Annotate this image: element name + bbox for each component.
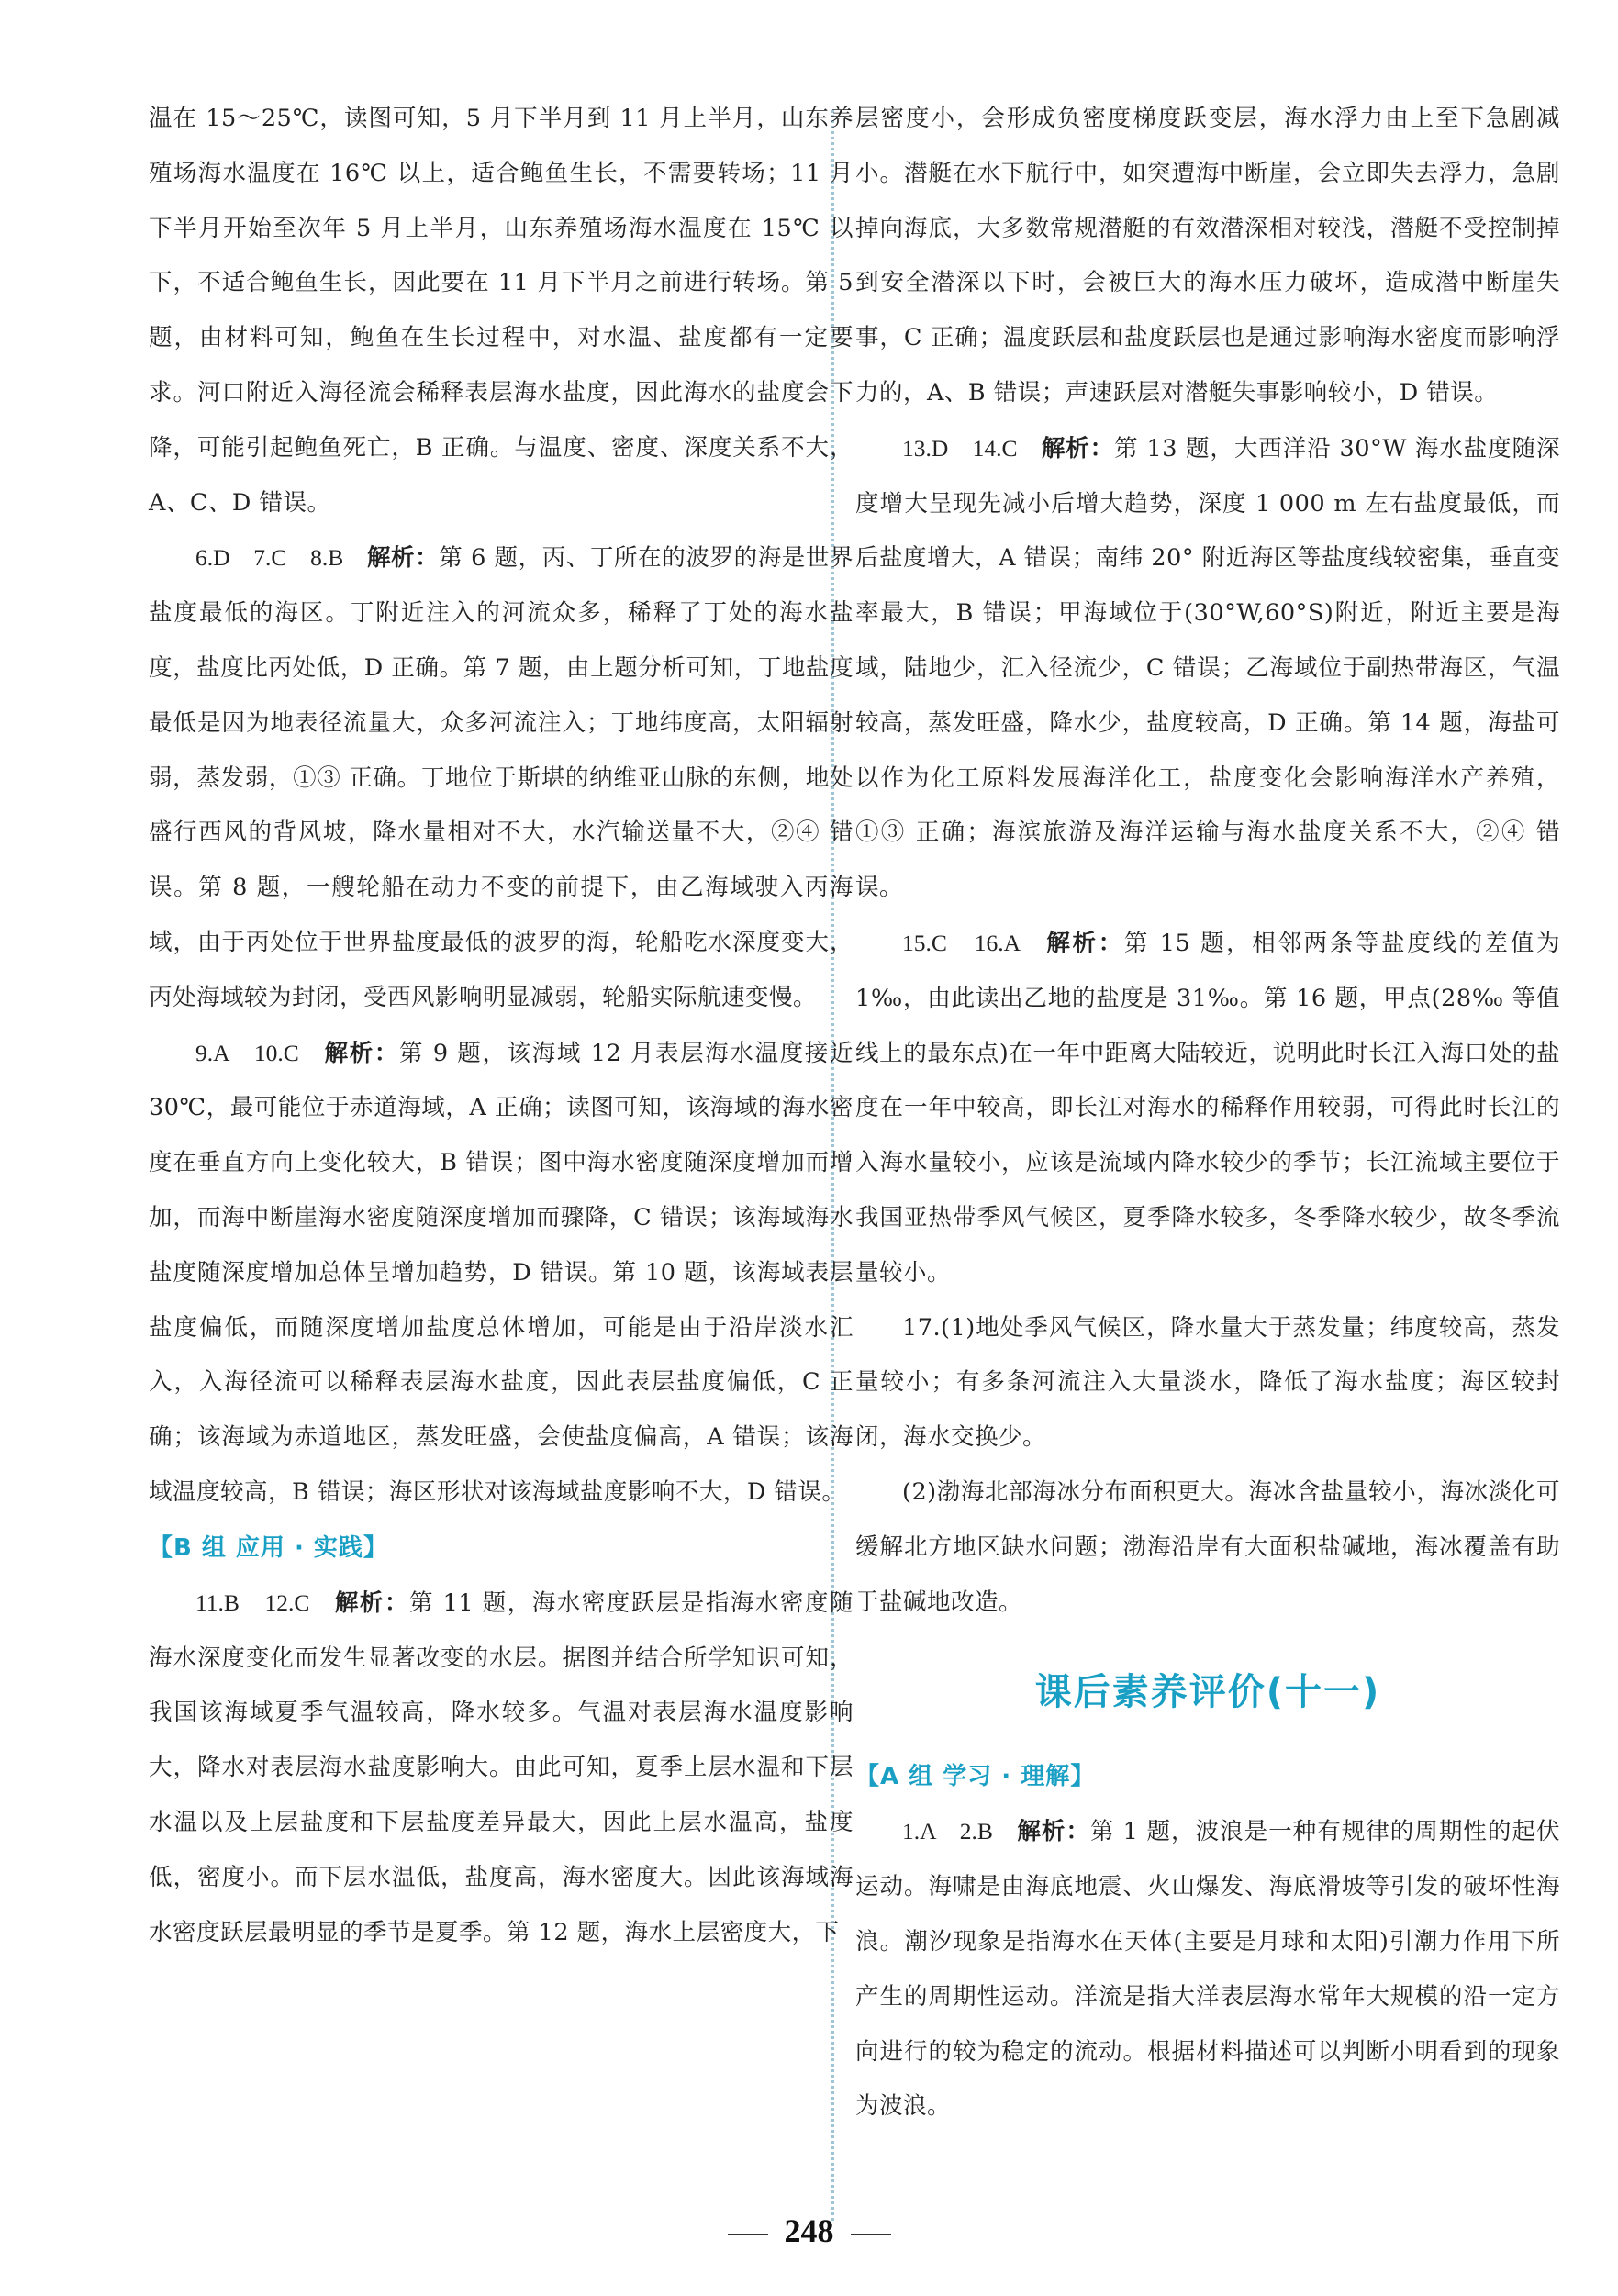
footer-dash-right <box>851 2234 891 2235</box>
answer-q17-part1: 17.(1)地处季风气候区，降水量大于蒸发量；纬度较高，蒸发量较小；有多条河流注入大量淡水，降低了海水盐度；海区较封闭，海水交换少。 <box>855 1313 1560 1452</box>
analysis-label: 解析： <box>366 544 440 573</box>
analysis-label: 解析： <box>1041 434 1115 463</box>
analysis-label: 解析： <box>334 1588 409 1617</box>
analysis-text: 第 15 题，相邻两条等盐度线的差值为 1‰，由此读出乙地的盐度是 31‰。第 16 题，甲点(28‰ 等值线上的最东点)在一年中距离大陆较近，说明此时长江入海口处的盐度在一年中较高，即长江对海水的稀释作用较弱，可得此时长江的入海水量较小，应该是流域内降水较少的季节；长江流域主要位于我国亚热带季风气候区，夏季降水较多，冬季降水较少，故冬季流量较小。 <box>855 929 1560 1287</box>
answer-keys: 11.B 12.C <box>195 1588 335 1616</box>
analysis-text: 第 1 题，波浪是一种有规律的周期性的起伏运动。海啸是由海底地震、火山爆发、海底滑坡等引发的破坏性海浪。潮汐现象是指海水在天体(主要是月球和太阳)引潮力作用下所产生的周期性运动。洋流是指大洋表层海水常年大规模的沿一定方向进行的较为稳定的流动。根据材料描述可以判断小明看到的现象为波浪。 <box>855 1818 1560 2121</box>
answer-q9-10 <box>149 1026 854 1521</box>
paragraph-q4-5-continued: 温在 15～25℃，读图可知，5 月下半月到 11 月上半月，山东养殖场海水温度在 16℃ 以上，适合鲍鱼生长，不需要转场；11 月下半月开始至次年 5 月上半月，山东养殖场海水温度在 15℃ 以下，不适合鲍鱼生长，因此要在 11 月下半月之前进行转场。第 5 题，由材料可知，鲍鱼在生长过程中，对水温、盐度都有一定要求。河口附近入海径流会稀释表层海水盐度，因此海水的盐度会下降，可能引起鲍鱼死亡，B 正确。与温度、密度、深度关系不大，A、C、D 错误。 <box>149 105 854 517</box>
answer-keys: 9.A 10.C <box>195 1039 325 1066</box>
group-a-heading: 【A 组 学习 · 理解】 <box>855 1763 1096 1791</box>
answer-keys: 15.C 16.A <box>902 929 1047 956</box>
footer-dash-left <box>728 2234 768 2235</box>
analysis-label: 解析： <box>324 1039 399 1067</box>
analysis-label: 解析： <box>1017 1818 1090 1846</box>
group-b-heading: 【B 组 应用 · 实践】 <box>149 1533 388 1562</box>
answer-q17-part2: (2)渤海北部海冰分布面积更大。海冰含盐量较小，海冰淡化可缓解北方地区缺水问题；渤海沿岸有大面积盐碱地，海冰覆盖有助于盐碱地改造。 <box>855 1477 1560 1616</box>
answer-keys: 1.A 2.B <box>902 1818 1018 1845</box>
section-title: 课后素养评价(十一) <box>1034 1671 1381 1714</box>
analysis-text: 第 11 题，海水密度跃层是指海水密度随海水深度变化而发生显著改变的水层。据图并结合所学知识可知，我国该海域夏季气温较高，降水较多。气温对表层海水温度影响大，降水对表层海水盐度影响大。由此可知，夏季上层水温和下层水温以及上层盐度和下层盐度差异最大，因此上层水温高，盐度低，密度小。而下层水温低，盐度高，海水密度大。因此该海域海水密度跃层最明显的季节是夏季。第 12 题，海水上层密度大，下 <box>149 1588 854 1946</box>
answer-q13-14 <box>855 421 1560 916</box>
page-footer <box>0 2212 1618 2250</box>
answer-keys: 6.D 7.C 8.B <box>195 544 367 572</box>
answer-q11-12 <box>149 1576 854 1961</box>
analysis-text: 第 6 题，丙、丁所在的波罗的海是世界盐度最低的海区。丁附近注入的河流众多，稀释了丁处的海水盐度，盐度比丙处低，D 正确。第 7 题，由上题分析可知，丁地盐度最低是因为地表径流量大，众多河流注入；丁地纬度高，太阳辐射弱，蒸发弱，①③ 正确。丁地位于斯堪的纳维亚山脉的东侧，地处盛行西风的背风坡，降水量相对不大，水汽输送量不大，②④ 错误。第 8 题，一艘轮船在动力不变的前提下，由乙海域驶入丙海域，由于丙处位于世界盐度最低的波罗的海，轮船吃水深度变大，丙处海域较为封闭，受西风影响明显减弱，轮船实际航速变慢。 <box>149 544 854 1011</box>
analysis-label: 解析： <box>1046 929 1124 957</box>
answer-q1-2 <box>855 1804 1560 2134</box>
answer-q15-16 <box>855 916 1560 1301</box>
answer-keys: 13.D 14.C <box>902 434 1042 462</box>
analysis-text: 第 9 题，该海域 12 月表层海水温度接近 30℃，最可能位于赤道海域，A 正确；读图可知，该海域的海水密度在垂直方向上变化较大，B 错误；图中海水密度随深度增加而增加，而海中断崖海水密度随深度增加而骤降，C 错误；该海域海水盐度随深度增加总体呈增加趋势，D 错误。第 10 题，该海域表层盐度偏低，而随深度增加盐度总体增加，可能是由于沿岸淡水汇入，入海径流可以稀释表层海水盐度，因此表层盐度偏低，C 正确；该海域为赤道地区，蒸发旺盛，会使盐度偏高，A 错误；该海域温度较高，B 错误；海区形状对该海域盐度影响不大，D 错误。 <box>149 1039 854 1506</box>
page-number: 248 <box>784 2212 834 2249</box>
left-column <box>149 92 854 1960</box>
right-column <box>855 92 1560 2134</box>
analysis-text: 第 13 题，大西洋沿 30°W 海水盐度随深度增大呈现先减小后增大趋势，深度 1 000 m 左右盐度最低，而后盐度增大，A 错误；南纬 20° 附近海区等盐度线较密集，垂直变率最大，B 错误；甲海域位于(30°W,60°S)附近，附近主要是海域，陆地少，汇入径流少，C 错误；乙海域位于副热带海区，气温较高，蒸发旺盛，降水少，盐度较高，D 正确。第 14 题，海盐可以作为化工原料发展海洋化工，盐度变化会影响海洋水产养殖，①③ 正确；海滨旅游及海洋运输与海水盐度关系不大，②④ 错误。 <box>855 434 1560 902</box>
answer-q6-8 <box>149 530 854 1025</box>
paragraph-q12-continued: 层密度小，会形成负密度梯度跃变层，海水浮力由上至下急剧减小。潜艇在水下航行中，如突遭海中断崖，会立即失去浮力，急剧掉向海底，大多数常规潜艇的有效潜深相对较浅，潜艇不受控制掉到安全潜深以下时，会被巨大的海水压力破坏，造成潜中断崖失事，C 正确；温度跃层和盐度跃层也是通过影响海水密度而影响浮力的，A、B 错误；声速跃层对潜艇失事影响较小，D 错误。 <box>855 105 1560 407</box>
